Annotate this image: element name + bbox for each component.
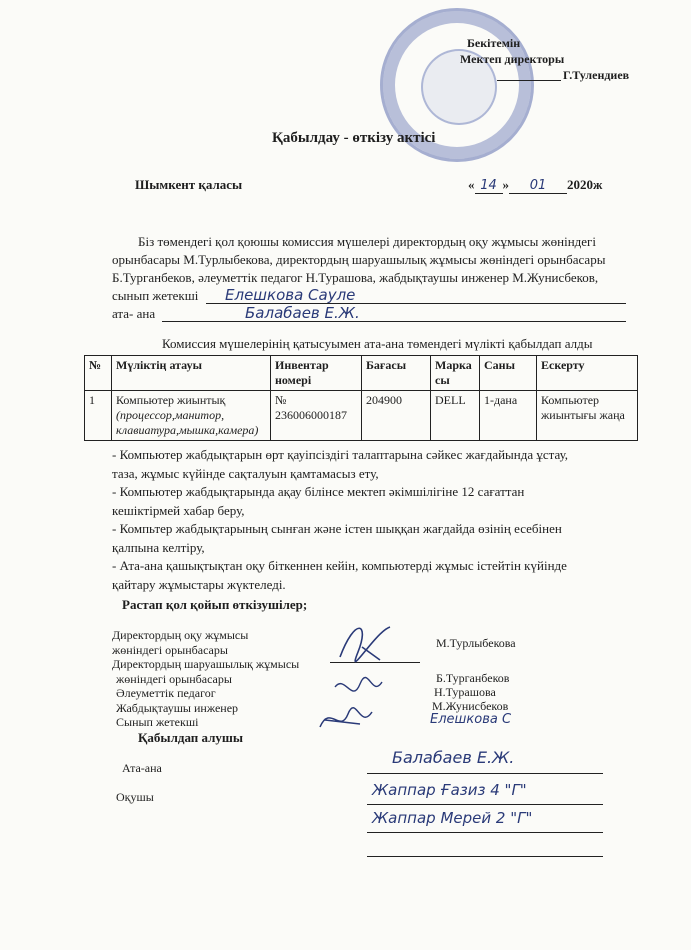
approval-line2: Мектеп директоры	[460, 52, 565, 66]
deputy-eco-label-2: жөніндегі орынбасары	[116, 671, 232, 686]
parent-label: ата- ана	[112, 306, 156, 321]
city: Шымкент қаласы	[135, 177, 243, 192]
condition-line: кешіктірмей хабар беру,	[112, 502, 245, 518]
row-price: 204900	[362, 391, 431, 441]
receiver-extra-line	[367, 856, 603, 857]
header-brand: Марка сы	[431, 356, 480, 391]
lead-text: Комиссия мүшелерінің қатысуымен ата-ана төмендегі мүлікті қабылдап алды	[162, 336, 593, 351]
deputy-eco-name: Б.Турганбеков	[436, 671, 510, 685]
deputy-edu-name: М.Турлыбекова	[436, 636, 516, 650]
engineer-name: М.Жунисбеков	[432, 699, 509, 713]
conditions-list	[112, 446, 568, 594]
receiver-student-line-2	[367, 832, 603, 833]
date-open-quote: «	[468, 177, 475, 192]
condition-line: - Компьютер жабдықтарын өрт қауіпсіздігі талаптарына сәйкес жағдайында ұстау,	[112, 447, 569, 462]
date-year: 2020ж	[567, 177, 603, 192]
parent-name-handwritten: Балабаев Е.Ж.	[245, 304, 360, 322]
header-name: Мүліктің атауы	[112, 356, 271, 391]
condition-line: - Компьютер жабдықтарында ақау білінсе мектеп әкімшілігіне 12 сағаттан	[112, 484, 525, 499]
approval-line1: Бекітемін	[467, 36, 521, 50]
receiver-student-2: Жаппар Мерей 2 "Г"	[372, 809, 533, 827]
row-inventory: № 236006000187	[271, 391, 362, 441]
date-day: 14	[475, 178, 503, 194]
receiver-student-1: Жаппар Ғазиз 4 "Г"	[372, 781, 527, 799]
approval-signature-line	[497, 80, 561, 81]
date	[468, 177, 602, 194]
condition-line: таза, жұмыс күйінде сақталуын қамтамасыз ету,	[112, 465, 379, 481]
assets-table	[84, 355, 638, 441]
parent-line	[162, 321, 626, 322]
condition-line: қайтару жұмыстары жүктеледі.	[112, 576, 286, 592]
row-name-detail: (процессор,манитор, клавиатура,мышка,камера)	[116, 408, 259, 437]
row-note: Компьютер жиынтығы жаңа	[537, 391, 638, 441]
deputy-eco-label-1: Директордың шаруашылық жұмысы	[112, 657, 300, 671]
deputy-edu-label-2: жөніндегі орынбасары	[112, 642, 228, 657]
table-row	[85, 391, 638, 441]
social-name: Н.Турашова	[434, 685, 496, 699]
approval-line3: Г.Тулендиев	[563, 68, 630, 82]
header-price: Бағасы	[362, 356, 431, 391]
condition-line: - Ата-ана қашықтықтан оқу біткеннен кейін, компьютерді жұмыс істейтін күйінде	[112, 558, 567, 573]
receiver-parent-label: Ата-ана	[122, 761, 162, 775]
receiver-parent-name: Балабаев Е.Ж.	[392, 748, 515, 767]
date-month: 01	[509, 178, 567, 194]
condition-line: - Компьтер жабдықтарының сынған және істен шыққан жағдайда өзінің есебінен	[112, 521, 562, 536]
receiver-student-label: Оқушы	[116, 790, 154, 804]
intro-line3: Б.Турганбеков, әлеуметтік педагог Н.Турашова, жабдықтаушы инженер М.Жунисбеков,	[112, 270, 599, 285]
header-inventory: Инвентар номері	[271, 356, 362, 391]
teacher-sign-name: Елешкова С	[430, 712, 512, 727]
date-close-quote: »	[502, 177, 509, 192]
receiver-student-line-1	[367, 804, 603, 805]
intro-line1: Біз төмендегі қол қоюшы комиссия мүшелері директордың оқу жұмысы жөніндегі	[138, 234, 597, 249]
row-brand: DELL	[431, 391, 480, 441]
row-name-main: Компьютер жиынтық	[116, 393, 226, 407]
teacher-label: сынып жетекші	[112, 288, 199, 303]
row-count: 1-дана	[480, 391, 537, 441]
header-num: №	[85, 356, 112, 391]
row-name	[112, 391, 271, 441]
teacher-name-handwritten: Елешкова Сауле	[225, 286, 356, 304]
engineer-label: Жабдықтаушы инженер	[116, 700, 239, 715]
intro-line2: орынбасары М.Турлыбекова, директордың шаруашылық жұмысы жөніндегі орынбасары	[112, 252, 606, 267]
document-title: Қабылдау - өткізу актісі	[272, 130, 436, 146]
signatory-labels	[112, 628, 299, 730]
receiver-parent-line	[367, 773, 603, 774]
condition-line: қалпына келтіру,	[112, 539, 205, 555]
header-note: Ескерту	[537, 356, 638, 391]
header-count: Саны	[480, 356, 537, 391]
teacher-sign-label: Сынып жетекші	[116, 715, 199, 729]
deputy-edu-label-1: Директордың оқу жұмысы	[112, 628, 249, 642]
social-label: Әлеуметтік педагог	[116, 686, 216, 700]
table-header-row	[85, 356, 638, 391]
row-num: 1	[85, 391, 112, 441]
handover-heading: Растап қол қойып өткізушілер;	[122, 597, 308, 612]
receiver-heading: Қабылдап алушы	[138, 730, 244, 745]
signature-scribbles	[300, 612, 430, 752]
